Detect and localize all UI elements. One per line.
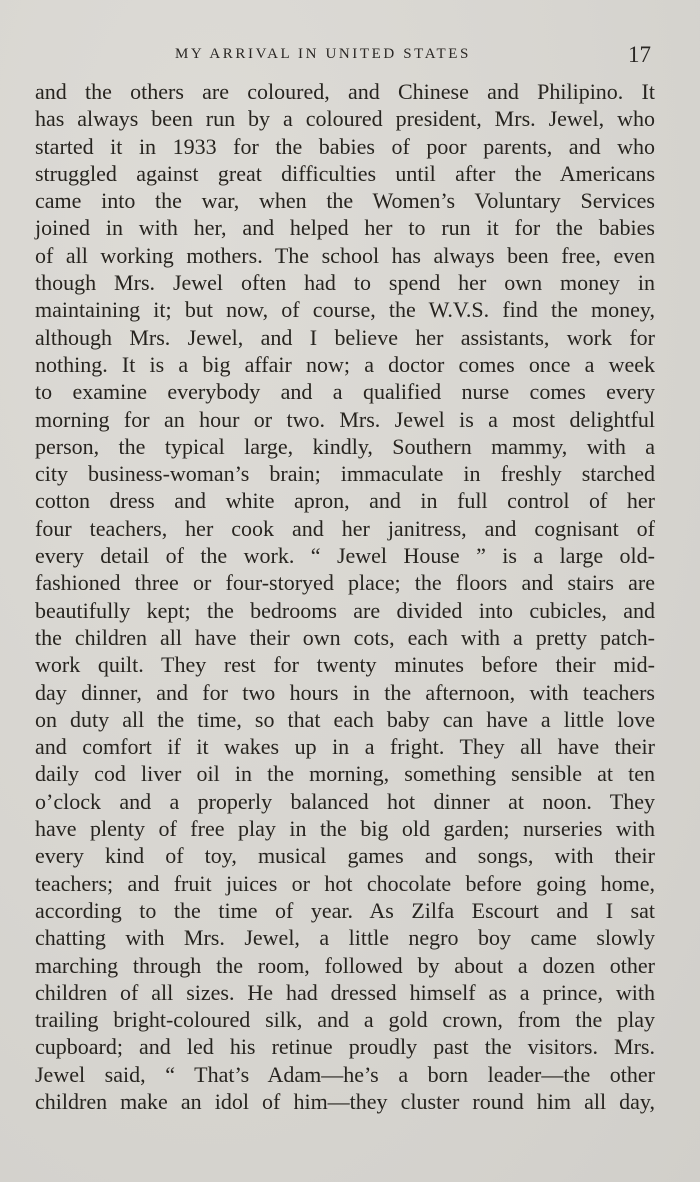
text-line: beautifully kept; the bedrooms are divided into cubicles, and bbox=[35, 597, 655, 623]
text-line: day dinner, and for two hours in the afternoon, with teachers bbox=[35, 679, 655, 705]
text-line: four teachers, her cook and her janitress, and cognisant of bbox=[35, 515, 655, 541]
text-line: cotton dress and white apron, and in full control of her bbox=[35, 488, 655, 514]
body-paragraph bbox=[35, 78, 655, 1115]
text-line: city business-woman’s brain; immaculate in freshly starched bbox=[35, 461, 655, 487]
running-title: MY ARRIVAL IN UNITED STATES bbox=[175, 46, 471, 62]
text-line: person, the typical large, kindly, Southern mammy, with a bbox=[35, 433, 655, 459]
text-line: Jewel said, “ That’s Adam—he’s a born leader—the other bbox=[35, 1061, 655, 1087]
text-line: marching through the room, followed by about a dozen other bbox=[35, 952, 655, 978]
text-line: teachers; and fruit juices or hot chocolate before going home, bbox=[35, 870, 655, 896]
text-line: o’clock and a properly balanced hot dinner at noon. They bbox=[35, 788, 655, 814]
text-line: the children all have their own cots, each with a pretty patch- bbox=[35, 624, 655, 650]
text-line: came into the war, when the Women’s Voluntary Services bbox=[35, 188, 655, 214]
text-line: work quilt. They rest for twenty minutes before their mid- bbox=[35, 652, 655, 678]
text-line: started it in 1933 for the babies of poor parents, and who bbox=[35, 133, 655, 159]
text-line: has always been run by a coloured president, Mrs. Jewel, who bbox=[35, 106, 655, 132]
text-line: every detail of the work. “ Jewel House ” is a large old- bbox=[35, 543, 655, 569]
text-line: though Mrs. Jewel often had to spend her own money in bbox=[35, 270, 655, 296]
text-line: trailing bright-coloured silk, and a gold crown, from the play bbox=[35, 1007, 655, 1033]
text-line: daily cod liver oil in the morning, something sensible at ten bbox=[35, 761, 655, 787]
text-line: nothing. It is a big affair now; a doctor comes once a week bbox=[35, 351, 655, 377]
text-line: children make an idol of him—they cluster round him all day, bbox=[35, 1088, 655, 1114]
text-line: fashioned three or four-storyed place; the floors and stairs are bbox=[35, 570, 655, 596]
text-line: and the others are coloured, and Chinese and Philipino. It bbox=[35, 79, 655, 104]
text-line: although Mrs. Jewel, and I believe her assistants, work for bbox=[35, 324, 655, 350]
text-line: on duty all the time, so that each baby can have a little love bbox=[35, 706, 655, 732]
page-number: 17 bbox=[628, 42, 651, 67]
text-line: and comfort if it wakes up in a fright. They all have their bbox=[35, 734, 655, 760]
text-line: chatting with Mrs. Jewel, a little negro boy came slowly bbox=[35, 925, 655, 951]
text-line: morning for an hour or two. Mrs. Jewel is a most delightful bbox=[35, 406, 655, 432]
text-line: every kind of toy, musical games and songs, with their bbox=[35, 843, 655, 869]
text-line: have plenty of free play in the big old garden; nurseries with bbox=[35, 816, 655, 842]
text-line: struggled against great difficulties until after the Americans bbox=[35, 160, 655, 186]
text-line: cupboard; and led his retinue proudly past the visitors. Mrs. bbox=[35, 1034, 655, 1060]
text-line: maintaining it; but now, of course, the W.V.S. find the money, bbox=[35, 297, 655, 323]
running-head bbox=[0, 42, 700, 72]
text-line: children of all sizes. He had dressed himself as a prince, with bbox=[35, 979, 655, 1005]
text-line: according to the time of year. As Zilfa Escourt and I sat bbox=[35, 897, 655, 923]
text-line: to examine everybody and a qualified nurse comes every bbox=[35, 379, 655, 405]
text-line: of all working mothers. The school has always been free, even bbox=[35, 242, 655, 268]
text-line: joined in with her, and helped her to run it for the babies bbox=[35, 215, 655, 241]
